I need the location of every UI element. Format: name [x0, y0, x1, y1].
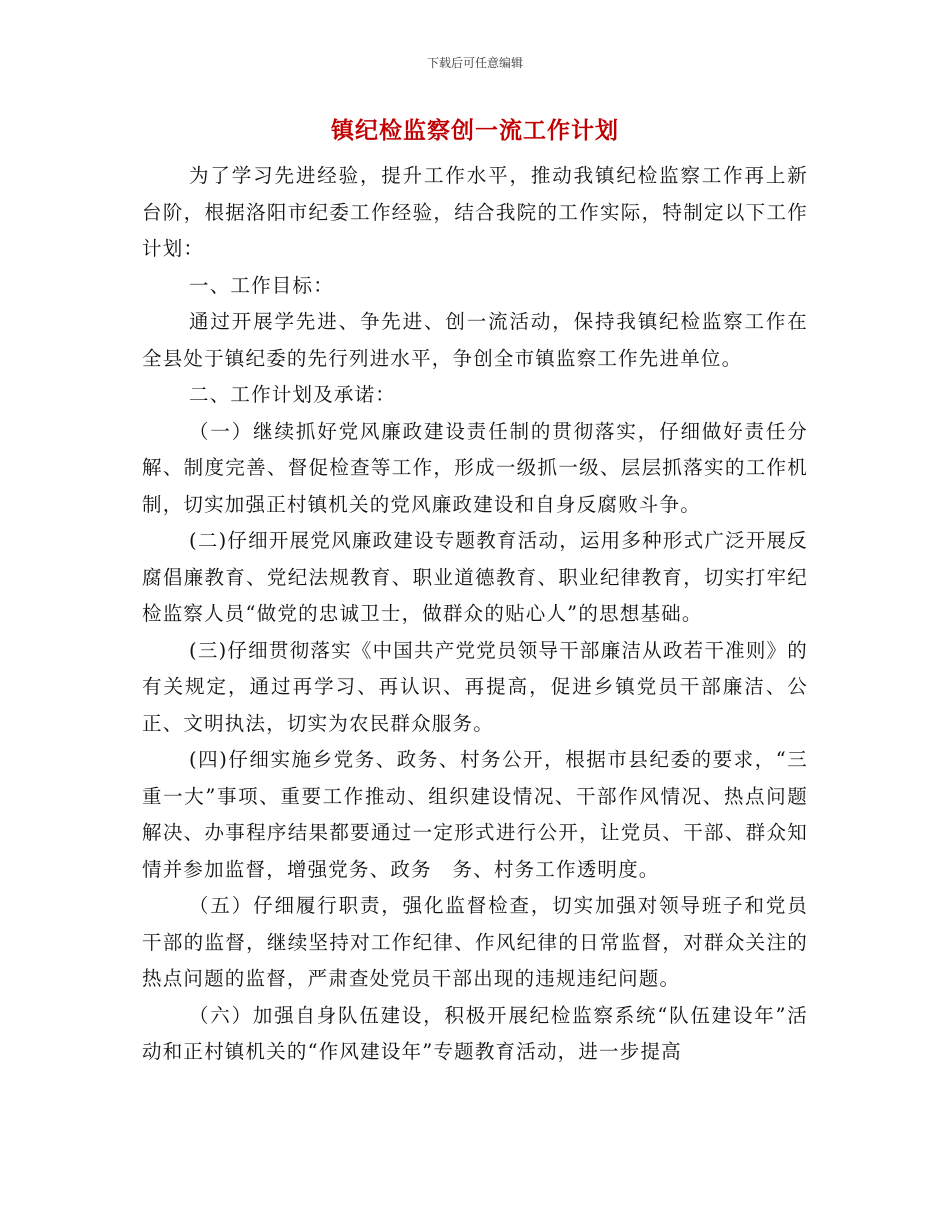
paragraph-item-1: （一）继续抓好党风廉政建设责任制的贯彻落实，仔细做好责任分解、制度完善、督促检查等工作，形成一级抓一级、层层抓落实的工作机制，切实加强正村镇机关的党风廉政建设和自身反腐败斗争。 [142, 419, 808, 516]
section-heading-goals: 一、工作目标： [189, 273, 334, 297]
paragraph-item-4: (四)仔细实施乡党务、政务、村务公开，根据市县纪委的要求，“三重一大”事项、重要工作推动、组织建设情况、干部作风情况、热点问题解决、办事程序结果都要通过一定形式进行公开，让党员、干部、群众知情并参加监督，增强党务、政务 务、村务工作透明度。 [142, 748, 808, 881]
document-title: 镇纪检监察创一流工作计划 [331, 118, 619, 144]
paragraph-item-5: （五）仔细履行职责，强化监督检查，切实加强对领导班子和党员干部的监督，继续坚持对工作纪律、作风纪律的日常监督，对群众关注的热点问题的监督，严肃查处党员干部出现的违规违纪问题。 [142, 894, 808, 990]
paragraph-item-3: (三)仔细贯彻落实《中国共产党党员领导干部廉洁从政若干准则》的有关规定，通过再学习、再认识、再提高，促进乡镇党员干部廉洁、公正、文明执法，切实为农民群众服务。 [142, 638, 808, 735]
paragraph-intro: 为了学习先进经验，提升工作水平，推动我镇纪检监察工作再上新台阶，根据洛阳市纪委工作经验，结合我院的工作实际，特制定以下工作计划： [142, 164, 808, 260]
paragraph-item-2: (二)仔细开展党风廉政建设专题教育活动，运用多种形式广泛开展反腐倡廉教育、党纪法规教育、职业道德教育、职业纪律教育，切实打牢纪检监察人员“做党的忠诚卫士，做群众的贴心人”的思想基础。 [142, 529, 808, 625]
paragraph-item-6: （六）加强自身队伍建设，积极开展纪检监察系统“队伍建设年”活动和正村镇机关的“作风建设年”专题教育活动，进一步提高 [142, 1003, 808, 1063]
section-heading-plan: 二、工作计划及承诺： [189, 383, 397, 406]
paragraph-goals: 通过开展学先进、争先进、创一流活动，保持我镇纪检监察工作在全县处于镇纪委的先行列进水平，争创全市镇监察工作先进单位。 [142, 310, 808, 370]
document-body [142, 158, 808, 1071]
page-header: 下载后可任意编辑 [426, 56, 523, 70]
